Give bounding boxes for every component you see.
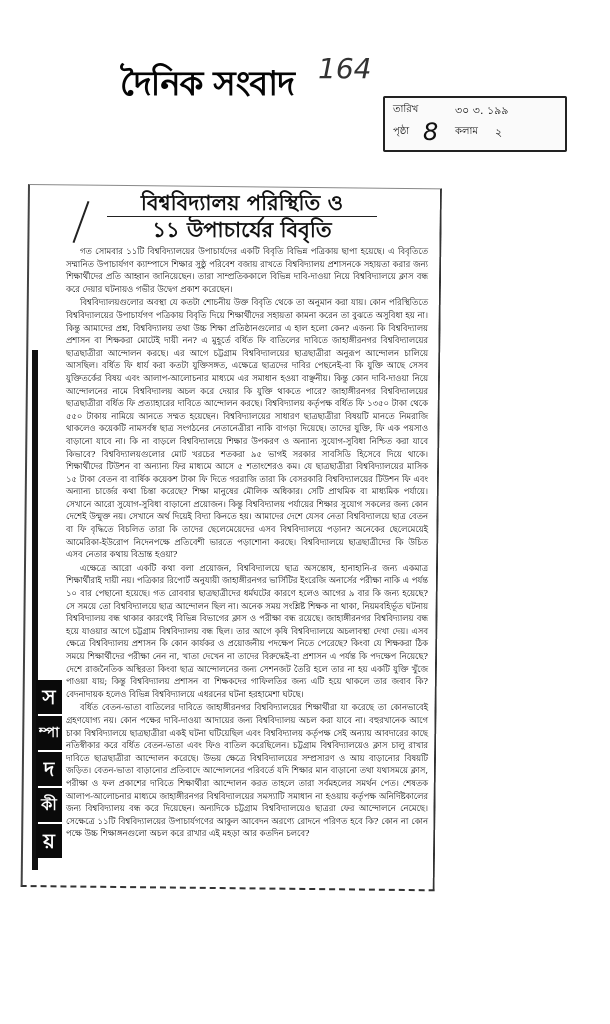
stamp-date-value: ৩০ ৩. ১৯৯ bbox=[455, 104, 509, 117]
archive-stamp bbox=[383, 96, 567, 152]
paragraph: বর্ধিত বেতন-ভাতা বাতিলের দাবিতে জাহাঙ্গীরনগর বিশ্ববিদ্যালয়ের শিক্ষার্থীরা যা করেছে তা কোনভাবেই গ্রহণযোগ্য নয়। কোন পক্ষের দাবি-দাওয়া আদায়ের জন্য বিশ্ববিদ্যালয় অচল করা যাবে না। বহুরখানেক আগে চাকা বিশ্ববিদ্যালয়ে ছাত্রছাত্রীরা একই ঘটনা ঘটিয়েছিল এবং বিশ্ববিদ্যালয় কর্তৃপক্ষ সেই অন্যায় আবদারের কাছে নতিস্বীকার করে বর্ধিত বেতন-ভাতা এবং ফিও বাতিল করেছিলেন। চট্টগ্রাম বিশ্ববিদ্যালয়েও ক্লাস চালু রাখার দাবিতে ছাত্রছাত্রীরা আন্দোলন করেছে। উভয় ক্ষেত্রে বিশ্ববিদ্যালয়ের সম্প্রসারণ ও আয় বাড়ানোর বিষয়টি জড়িত। বেতন-ভাতা বাড়ানোর প্রতিবাদে আন্দোলনের পরিবর্তে যদি শিক্ষার মান বাড়ানো তথা যথাসময়ে ক্লাস, পরীক্ষা ও ফল প্রকাশের দাবিতে শিক্ষার্থীরা আন্দোলন করত তাহলে তারা সর্বমহলের সমর্থন পেত। শেষতক আলাপ-আলোচনার মাধ্যমে জাহাঙ্গীরনগর বিশ্ববিদ্যালয়ের সমস্যাটি সমাধান না হওয়ায় কর্তৃপক্ষ অনির্দিষ্টকালের জন্য বিশ্ববিদ্যালয় বন্ধ করে দিয়েছেন। অন্যদিকে চট্টগ্রাম বিশ্ববিদ্যালয়েও ছাত্ররা ফের আন্দোলনে নেমেছে। সেক্ষেত্রে ১১টি বিশ্ববিদ্যালয়ের উপাচার্যগণের আকুল আবেদন অরণ্যে রোদনে পরিণত হবে কি? কোন না কোন পক্ষে উচ্চ শিক্ষাঙ্গনগুলো অচল করে রাখার এই মহড়া আর কতদিন চলবে? bbox=[66, 702, 428, 839]
paragraph: গত সোমবার ১১টি বিশ্ববিদ্যালয়ের উপাচার্যদের একটি বিবৃতি বিভিন্ন পত্রিকায় ছাপা হয়েছে। এ বিবৃতিতে সম্মানিত উপাচার্যগণ ক্যাম্পাসে শিক্ষার সুষ্ঠু পরিবেশ বজায় রাখতে বিশ্ববিদ্যালয় প্রশাসনকে সহায়তা করার জন্য শিক্ষার্থীদের প্রতি আহ্বান জানিয়েছেন। তারা সাম্প্রতিককালে বিভিন্ন দাবি-দাওয়া নিয়ে বিশ্ববিদ্যালয়ে ক্লাস বন্ধ করে দেয়ার ঘটনায়ও গভীর উদ্বেগ প্রকাশ করেছেন। bbox=[66, 246, 428, 294]
editorial-label-char: দ bbox=[36, 752, 62, 786]
stamp-page-value: 8 bbox=[423, 118, 439, 146]
editorial-label-char: স bbox=[36, 680, 62, 714]
headline-line-1: বিশ্ববিদ্যালয় পরিস্থিতি ও bbox=[140, 191, 344, 215]
editorial-label-char: কী bbox=[36, 788, 62, 822]
headline-line-2: ১১ উপাচার্যের বিবৃতি bbox=[152, 218, 332, 242]
handwritten-number: 164 bbox=[318, 52, 372, 85]
stamp-date-label: তারিখ bbox=[393, 104, 419, 115]
editorial-label-char: য় bbox=[36, 824, 62, 858]
paragraph: বিশ্ববিদ্যালয়গুলোর অবস্থা যে কতটা শোচনীয় উক্ত বিবৃতি থেকে তা অনুমান করা যায়। কোন পরিস্থিতিতে বিশ্ববিদ্যালয়ের উপাচার্যগণ পত্রিকায় বিবৃতি দিয়ে শিক্ষার্থীদের সহায়তা কামনা করেন তা বুঝতে অসুবিধা হয় না। কিন্তু আমাদের প্রশ্ন, বিশ্ববিদ্যালয় তথা উচ্চ শিক্ষা প্রতিষ্ঠানগুলোর এ হাল হলো কেন? এজন্য কি বিশ্ববিদ্যালয় প্রশাসন বা শিক্ষকরা মোটেই দায়ী নন? এ মুহূর্তে বর্ধিত ফি বাতিলের দাবিতে জাহাঙ্গীরনগর বিশ্ববিদ্যালয়ের ছাত্রছাত্রীরা আন্দোলন করছে। এর আগে চট্টগ্রাম বিশ্ববিদ্যালয়ের ছাত্রছাত্রীরা অনুরূপ আন্দোলন চালিয়ে আসছিল। বর্ধিত ফি ধার্য করা কতটা যুক্তিসঙ্গত, এক্ষেত্রে ছাত্রদের দাবির পেছনেই-বা কি যুক্তি আছে সেসব যুক্তিতর্কের বিষয় এবং আলাপ-আলোচনার মাধ্যমে এর সমাধান হওয়া বাঞ্ছনীয়। কিন্তু কোন দাবি-দাওয়া নিয়ে আন্দোলনের নামে বিশ্ববিদ্যালয় অচল করে দেয়ার কি যুক্তি থাকতে পারে? জাহাঙ্গীরনগর বিশ্ববিদ্যালয়ের ছাত্রছাত্রীরা বর্ধিত ফি প্রত্যাহারের দাবিতে আন্দোলন করছে। বিশ্ববিদ্যালয় কর্তৃপক্ষ বর্ধিত ফি ১৩৫০ টাকা থেকে ৫৫০ টাকায় নামিয়ে আনতে সম্মত হয়েছেন। বিশ্ববিদ্যালয়ের সাধারণ ছাত্রছাত্রীরা বিষয়টি মানতে নিমরাজি থাকলেও কয়েকটি নামসর্বস্ব ছাত্র সংগঠনের নেতানেত্রীরা নাকি বাগড়া দিয়েছে। তাদের যুক্তি, ফি এক পয়সাও বাড়ানো যাবে না। কি না বাড়লে বিশ্ববিদ্যালয়ে শিক্ষার উপকরণ ও অন্যান্য সুযোগ-সুবিধা নিশ্চিত করা যাবে কিভাবে? বিশ্ববিদ্যালয়গুলোর মোট খরচের শতকরা ৯৫ ভাগই সরকার সাবসিডি হিসেবে দিয়ে থাকে। শিক্ষার্থীদের টিউশন বা অন্যান্য ফির মাধ্যমে আসে ৫ শতাংশেরও কম। যে ছাত্রছাত্রীরা বিশ্ববিদ্যালয়ের মাসিক ১৫ টাকা বেতন বা বার্ষিক কয়েকশ টাকা ফি দিতে গররাজি তারা কি বেসরকারি বিশ্ববিদ্যালয়ের টিউশন ফি এবং অন্যান্য চার্জের কথা চিন্তা করেছে? শিক্ষা মানুষের মৌলিক অধিকার। সেটি প্রাথমিক বা মাধ্যমিক পর্যায়ে। সেখানে আরো সুযোগ-সুবিধা বাড়ানো প্রয়োজন। কিন্তু বিশ্ববিদ্যালয় পর্যায়ের শিক্ষার সুযোগ সকলের জন্য কোন দেশেই উন্মুক্ত নয়। সেখানে অর্থ দিয়েই বিদ্যা কিনতে হয়। আমাদের দেশে যেসব নেতা বিশ্ববিদ্যালয়ে ছাত্র বেতন বা ফি বৃদ্ধিতে বিচলিত তারা কি তাদের ছেলেমেয়েদের এসব বিশ্ববিদ্যালয়ে পড়ান? অনেকের ছেলেমেয়েই আমেরিকা-ইউরোপ নিদেনপক্ষে প্রতিবেশী ভারতে পড়াশোনা করছে। বিশ্ববিদ্যালয়ে ছাত্রছাত্রীদের কি উচিত এসব নেতার কথায় বিভ্রান্ত হওয়া? bbox=[66, 297, 428, 560]
article-headline bbox=[62, 190, 422, 243]
editorial-label-char: ম্পা bbox=[36, 716, 62, 750]
stamp-col-value: ২ bbox=[495, 126, 503, 139]
stamp-page-label: পৃষ্ঠা bbox=[393, 126, 410, 137]
paragraph: এক্ষেত্রে আরো একটি কথা বলা প্রয়োজন, বিশ্ববিদ্যালয়ে ছাত্র অসন্তোষ, হানাহানি-র জন্য একমাত্র শিক্ষার্থীরাই দায়ী নয়। পত্রিকার রিপোর্ট অনুযায়ী জাহাঙ্গীরনগর ভার্সিটির ইংরেজি অনার্সের পরীক্ষা নাকি এ পর্যন্ত ১০ বার পেছানো হয়েছে। গত রোববার ছাত্রছাত্রীদের ধর্মঘটের কারণে হলেও আগের ৯ বার কি জন্য হয়েছে? সে সময়ে তো বিশ্ববিদ্যালয়ে ছাত্র আন্দোলন ছিল না। অনেক সময় সংশ্লিষ্ট শিক্ষক না থাকা, নিয়মবহির্ভূত ঘটনায় বিশ্ববিদ্যালয় বন্ধ থাকার কারণেই বিভিন্ন বিভাগের ক্লাস ও পরীক্ষা বন্ধ রয়েছে। জাহাঙ্গীরনগর বিশ্ববিদ্যালয় বন্ধ হয়ে যাওয়ার আগে চট্টগ্রাম বিশ্ববিদ্যালয় বন্ধ ছিল। তার আগে কৃষি বিশ্ববিদ্যালয়ে অচলাবস্থা দেখা দেয়। এসব ক্ষেত্রে বিশ্ববিদ্যালয় প্রশাসন কি কোন কার্যকর ও প্রয়োজনীয় পদক্ষেপ নিতে পেরেছে? কিংবা যে শিক্ষকরা ঠিক সময়ে শিক্ষার্থীদের পরীক্ষা নেন না, খাতা দেখেন না তাদের বিরুদ্ধেই-বা প্রশাসন এ পর্যন্ত কি পদক্ষেপ নিয়েছে? দেশে রাজনৈতিক অস্থিরতা কিংবা ছাত্র আন্দোলনের জন্য সেশনজট তৈরি হলে তার না হয় একটি যুক্তি খুঁজে পাওয়া যায়; কিন্তু বিশ্ববিদ্যালয় প্রশাসন বা শিক্ষকদের গাফিলতির জন্য এটি হয়ে থাকলে তার জবাব কি? বেদনাদায়ক হলেও বিভিন্ন বিশ্ববিদ্যালয়ে এধরনের ঘটনা হরহামেশা ঘটছে। bbox=[66, 562, 428, 699]
article-body bbox=[66, 245, 428, 841]
newspaper-masthead: দৈনিক সংবাদ bbox=[120, 64, 294, 104]
editorial-label bbox=[36, 680, 66, 860]
stamp-col-label: কলাম bbox=[455, 126, 478, 137]
